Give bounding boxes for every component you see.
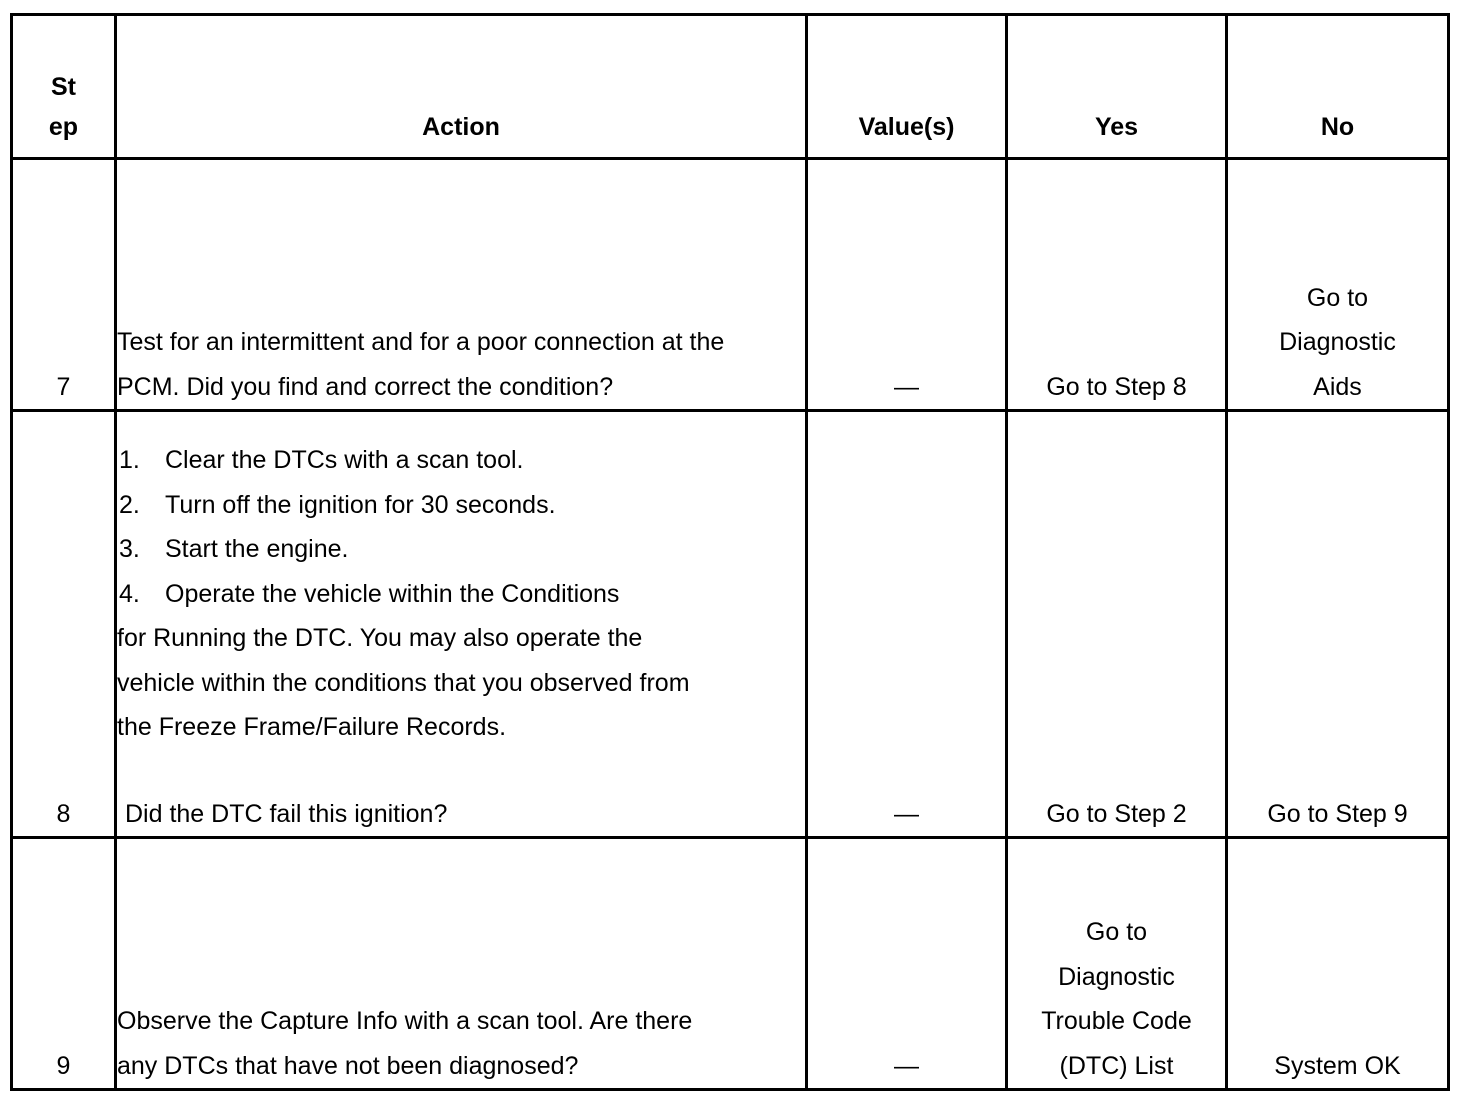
action-cell bbox=[116, 838, 807, 1090]
header-action: Action bbox=[116, 15, 807, 159]
action-text: Test for an intermittent and for a poor connection at the PCM. Did you find and correct the condition? bbox=[117, 328, 725, 401]
value-cell: — bbox=[807, 838, 1007, 1090]
step-number: 8 bbox=[12, 411, 116, 838]
diagnostic-table bbox=[10, 13, 1450, 1091]
action-cell bbox=[116, 159, 807, 411]
action-cell bbox=[116, 411, 807, 838]
action-question: Did the DTC fail this ignition? bbox=[125, 799, 448, 828]
value-cell: — bbox=[807, 411, 1007, 838]
list-item: 1. Clear the DTCs with a scan tool. bbox=[119, 446, 524, 474]
header-no: No bbox=[1227, 15, 1449, 159]
header-step: St ep bbox=[12, 15, 116, 159]
header-values: Value(s) bbox=[807, 15, 1007, 159]
list-item: 2. Turn off the ignition for 30 seconds. bbox=[119, 490, 556, 519]
list-item: 4. Operate the vehicle within the Conditions bbox=[119, 579, 620, 608]
list-item: 3. Start the engine. bbox=[119, 535, 349, 563]
header-yes: Yes bbox=[1007, 15, 1227, 159]
step-number: 9 bbox=[12, 838, 116, 1090]
yes-cell: Go to Step 8 bbox=[1007, 159, 1227, 411]
table-row bbox=[12, 411, 1449, 838]
table-header-row bbox=[12, 15, 1449, 159]
value-cell: — bbox=[807, 159, 1007, 411]
table-row bbox=[12, 838, 1449, 1090]
no-cell: Go to Diagnostic Aids bbox=[1227, 159, 1449, 411]
no-cell: Go to Step 9 bbox=[1227, 411, 1449, 838]
step-number: 7 bbox=[12, 159, 116, 411]
action-continuation: for Running the DTC. You may also operate the vehicle within the conditions that you observed from the Freeze Frame/Failure Records. bbox=[117, 624, 690, 741]
table-row bbox=[12, 159, 1449, 411]
action-text: Observe the Capture Info with a scan tool. Are there any DTCs that have not been diagnosed? bbox=[117, 1007, 693, 1080]
yes-cell: Go to Step 2 bbox=[1007, 411, 1227, 838]
action-steps-list bbox=[117, 438, 805, 616]
no-cell: System OK bbox=[1227, 838, 1449, 1090]
yes-cell: Go to Diagnostic Trouble Code (DTC) List bbox=[1007, 838, 1227, 1090]
